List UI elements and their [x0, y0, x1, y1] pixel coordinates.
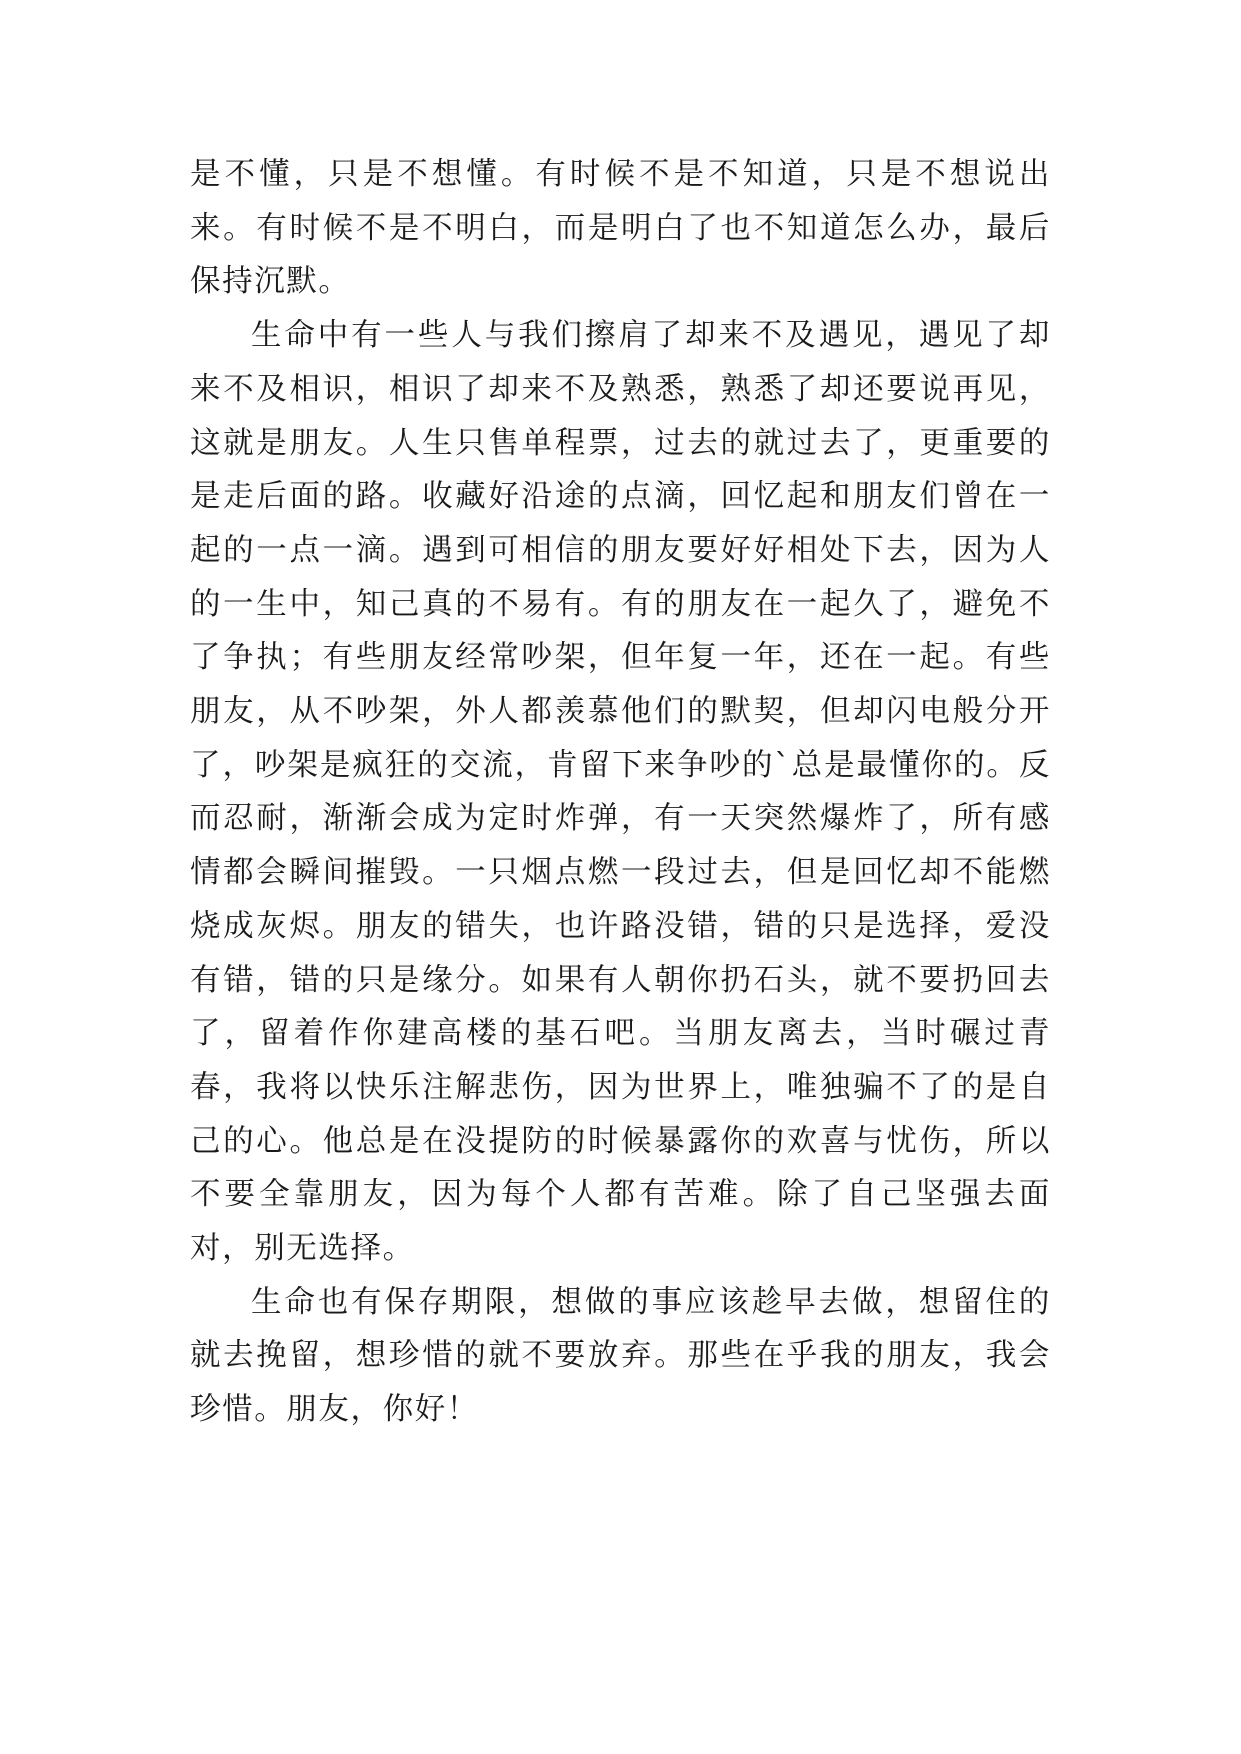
paragraph-closing: 生命也有保存期限，想做的事应该趁早去做，想留住的就去挽留，想珍惜的就不要放弃。那些在乎我的朋友，我会珍惜。朋友，你好！ [190, 1284, 1051, 1428]
paragraph-continuation: 是不懂，只是不想懂。有时候不是不知道，只是不想说出来。有时候不是不明白，而是明白了也不知道怎么办，最后保持沉默。 [190, 157, 1051, 300]
paragraph-friendship: 生命中有一些人与我们擦肩了却来不及遇见，遇见了却来不及相识，相识了却来不及熟悉，熟悉了却还要说再见，这就是朋友。人生只售单程票，过去的就过去了，更重要的是走后面的路。收藏好沿途的点滴，回忆起和朋友们曾在一起的一点一滴。遇到可相信的朋友要好好相处下去，因为人的一生中，知己真的不易有。有的朋友在一起久了，避免不了争执；有些朋友经常吵架，但年复一年，还在一起。有些朋友，从不吵架，外人都羡慕他们的默契，但却闪电般分开了，吵架是疯狂的交流，肯留下来争吵的`总是最懂你的。反而忍耐，渐渐会成为定时炸弹，有一天突然爆炸了，所有感情都会瞬间摧毁。一只烟点燃一段过去，但是回忆却不能燃烧成灰烬。朋友的错失，也许路没错，错的只是选择，爱没有错，错的只是缘分。如果有人朝你扔石头，就不要扔回去了，留着作你建高楼的基石吧。当朋友离去，当时碾过青春，我将以快乐注解悲伤，因为世界上，唯独骗不了的是自己的心。他总是在没提防的时候暴露你的欢喜与忧伤，所以不要全靠朋友，因为每个人都有苦难。除了自己坚强去面对，别无选择。 [190, 318, 1051, 1267]
